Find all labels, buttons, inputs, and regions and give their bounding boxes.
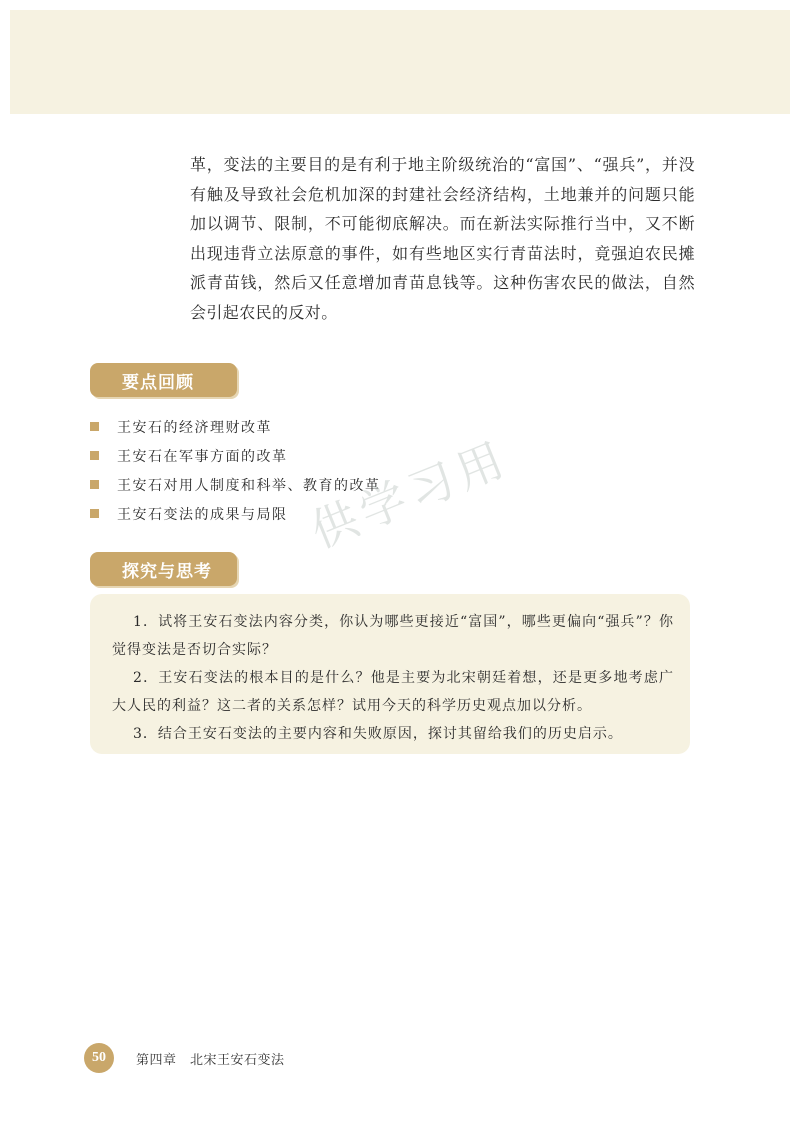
list-item [90,441,690,470]
review-item-text: 王安石变法的成果与局限 [117,506,288,523]
section-title-explore: 探究与思考 [90,552,237,586]
review-item-text: 王安石的经济理财改革 [117,419,272,436]
watermark: 供学习用 [303,430,517,559]
list-item [90,470,690,499]
question-2: 2．王安石变法的根本目的是什么？他是主要为北宋朝廷着想，还是更多地考虑广大人民的利益？这二者的关系怎样？试用今天的科学历史观点加以分析。 [112,670,674,714]
body-paragraph: 革，变法的主要目的是有利于地主阶级统治的“富国”、“强兵”，并没有触及导致社会危机加深的封建社会经济结构，土地兼并的问题只能加以调节、限制，不可能彻底解决。而在新法实际推行当中，又不断出现违背立法原意的事件，如有些地区实行青苗法时，竟强迫农民摊派青苗钱，然后又任意增加青苗息钱等。这种伤害农民的做法，自然会引起农民的反对。 [190,155,695,322]
review-item-text: 王安石在军事方面的改革 [117,448,288,465]
question-1: 1．试将王安石变法内容分类，你认为哪些更接近“富国”，哪些更偏向“强兵”？你觉得变法是否切合实际？ [112,614,674,658]
header-band [10,10,790,114]
square-bullet-icon [90,451,99,460]
question-3: 3．结合王安石变法的主要内容和失败原因，探讨其留给我们的历史启示。 [133,726,623,742]
review-item-text: 王安石对用人制度和科举、教育的改革 [117,477,381,494]
square-bullet-icon [90,480,99,489]
review-list [90,412,690,528]
page-number: 50 [84,1043,114,1073]
explore-questions-box [90,594,690,754]
list-item [90,499,690,528]
list-item [90,412,690,441]
square-bullet-icon [90,509,99,518]
section-title-review: 要点回顾 [90,363,237,397]
square-bullet-icon [90,422,99,431]
footer-chapter-title: 第四章 北宋王安石变法 [136,1053,285,1068]
